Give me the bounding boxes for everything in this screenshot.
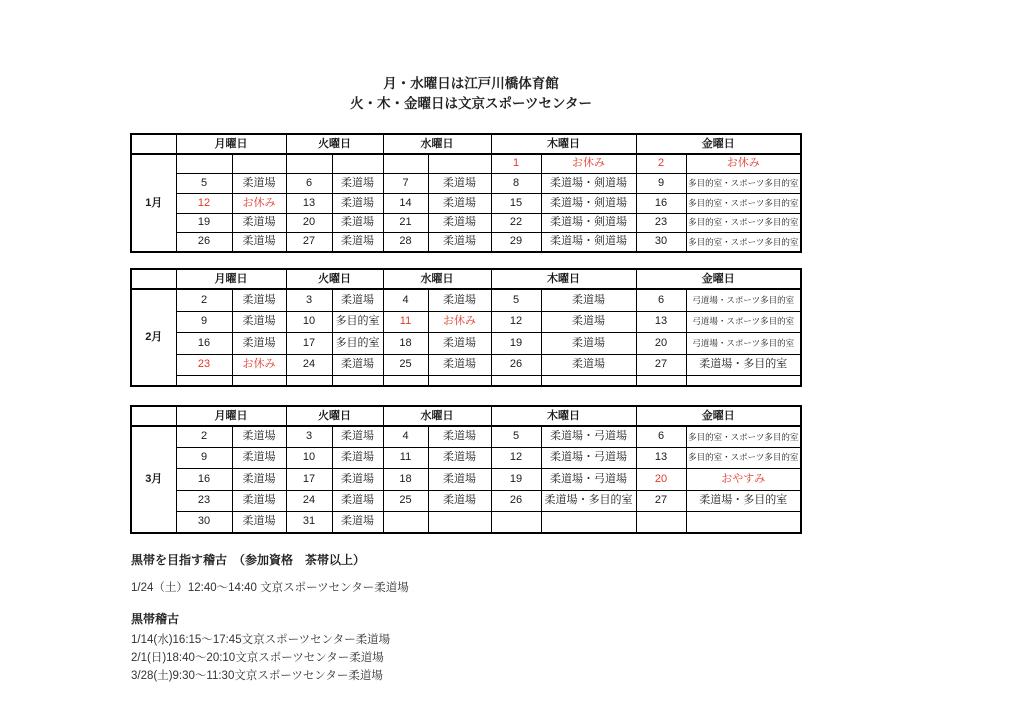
date-cell: 26 [491, 490, 541, 511]
date-cell: 12 [491, 311, 541, 332]
venue-cell [332, 154, 383, 173]
schedule-row [131, 354, 801, 375]
venue-cell: おやすみ [686, 468, 801, 490]
date-cell: 25 [383, 490, 428, 511]
venue-cell: 柔道場 [428, 447, 491, 468]
date-cell [636, 375, 686, 386]
date-cell: 24 [286, 490, 332, 511]
date-cell: 6 [636, 289, 686, 311]
venue-cell: 柔道場 [232, 232, 286, 252]
date-cell: 12 [176, 193, 232, 213]
date-cell: 20 [286, 213, 332, 232]
venue-cell: 多目的室・スポーツ多目的室 [686, 173, 801, 193]
venue-cell: 柔道場・剣道場 [541, 213, 636, 232]
venue-cell: 柔道場 [428, 426, 491, 447]
day-header-1: 月曜日 [176, 406, 286, 426]
venue-cell: 柔道場 [541, 289, 636, 311]
date-cell [286, 154, 332, 173]
date-cell: 20 [636, 468, 686, 490]
venue-cell: 柔道場 [428, 332, 491, 354]
venue-cell [232, 154, 286, 173]
venue-cell: 柔道場 [332, 173, 383, 193]
venue-cell: 多目的室・スポーツ多目的室 [686, 213, 801, 232]
date-cell [636, 511, 686, 533]
venue-cell [686, 375, 801, 386]
venue-cell: 柔道場・弓道場 [541, 426, 636, 447]
date-cell [383, 511, 428, 533]
venue-cell: 柔道場 [232, 511, 286, 533]
venue-cell [686, 511, 801, 533]
date-cell [176, 375, 232, 386]
schedule-row [131, 426, 801, 447]
date-cell: 17 [286, 468, 332, 490]
note-line-practice-session: 1/14(水)16:15～17:45文京スポーツセンター柔道場 [131, 634, 391, 646]
schedule-row [131, 213, 801, 232]
venue-cell: 柔道場 [232, 289, 286, 311]
venue-cell: 弓道場・スポーツ多目的室 [686, 332, 801, 354]
venue-cell: 柔道場 [232, 332, 286, 354]
venue-cell: 柔道場 [428, 213, 491, 232]
note-heading-black-belt-practice: 黒帯稽古 [131, 612, 180, 626]
venue-cell [428, 154, 491, 173]
venue-cell [428, 375, 491, 386]
day-header-4: 木曜日 [491, 406, 636, 426]
venue-cell: 柔道場 [428, 490, 491, 511]
month-corner-cell [131, 134, 176, 154]
venue-cell: お休み [541, 154, 636, 173]
schedule-row [131, 232, 801, 252]
schedule-row [131, 447, 801, 468]
venue-cell: 多目的室・スポーツ多目的室 [686, 193, 801, 213]
date-cell: 19 [176, 213, 232, 232]
venue-cell: 多目的室・スポーツ多目的室 [686, 232, 801, 252]
day-header-3: 水曜日 [383, 134, 491, 154]
day-header-1: 月曜日 [176, 269, 286, 289]
date-cell: 25 [383, 354, 428, 375]
venue-cell: 多目的室 [332, 332, 383, 354]
date-cell: 26 [491, 354, 541, 375]
day-header-2: 火曜日 [286, 269, 383, 289]
date-cell: 23 [636, 213, 686, 232]
venue-cell: 柔道場 [428, 193, 491, 213]
date-cell: 12 [491, 447, 541, 468]
date-cell: 23 [176, 490, 232, 511]
venue-cell: 柔道場 [232, 426, 286, 447]
venue-cell: 柔道場 [428, 468, 491, 490]
schedule-row [131, 193, 801, 213]
venue-cell: 柔道場 [541, 354, 636, 375]
date-cell: 16 [176, 468, 232, 490]
month-label: 1月 [131, 154, 176, 252]
date-cell [383, 154, 428, 173]
schedule-row [131, 375, 801, 386]
month-corner-cell [131, 406, 176, 426]
venue-cell: 柔道場 [332, 213, 383, 232]
note-line-practice-session: 2/1(日)18:40～20:10文京スポーツセンター柔道場 [131, 652, 384, 664]
venue-cell: 柔道場 [332, 289, 383, 311]
date-cell: 27 [286, 232, 332, 252]
schedule-row [131, 490, 801, 511]
date-cell: 29 [491, 232, 541, 252]
date-cell: 28 [383, 232, 428, 252]
schedule-row [131, 289, 801, 311]
date-cell: 9 [176, 447, 232, 468]
venue-cell [428, 511, 491, 533]
day-header-5: 金曜日 [636, 269, 801, 289]
month-label: 2月 [131, 289, 176, 386]
venue-cell: 柔道場 [232, 447, 286, 468]
date-cell: 9 [636, 173, 686, 193]
venue-cell: 柔道場・弓道場 [541, 447, 636, 468]
venue-cell: お休み [686, 154, 801, 173]
page-title [130, 74, 812, 114]
date-cell: 31 [286, 511, 332, 533]
venue-cell [332, 375, 383, 386]
venue-cell: 多目的室・スポーツ多目的室 [686, 447, 801, 468]
schedule-row [131, 311, 801, 332]
venue-cell: 柔道場 [332, 193, 383, 213]
date-cell: 16 [176, 332, 232, 354]
venue-cell: お休み [232, 193, 286, 213]
schedule-row [131, 468, 801, 490]
date-cell: 6 [636, 426, 686, 447]
venue-cell: 柔道場 [332, 468, 383, 490]
date-cell: 22 [491, 213, 541, 232]
venue-cell: 多目的室 [332, 311, 383, 332]
date-cell: 26 [176, 232, 232, 252]
date-cell: 24 [286, 354, 332, 375]
month-schedule-table-1 [130, 133, 802, 253]
date-cell: 19 [491, 468, 541, 490]
date-cell: 15 [491, 193, 541, 213]
schedule-row [131, 332, 801, 354]
date-cell: 1 [491, 154, 541, 173]
date-cell: 20 [636, 332, 686, 354]
venue-cell: 柔道場 [232, 173, 286, 193]
date-cell: 11 [383, 447, 428, 468]
schedule-row [131, 173, 801, 193]
venue-cell: 柔道場 [428, 289, 491, 311]
date-cell: 21 [383, 213, 428, 232]
venue-cell: 柔道場・多目的室 [541, 490, 636, 511]
venue-cell: 弓道場・スポーツ多目的室 [686, 311, 801, 332]
date-cell: 10 [286, 447, 332, 468]
date-cell [176, 154, 232, 173]
venue-cell: 柔道場 [428, 232, 491, 252]
venue-cell: 柔道場 [332, 490, 383, 511]
day-header-5: 金曜日 [636, 406, 801, 426]
date-cell: 14 [383, 193, 428, 213]
date-cell [383, 375, 428, 386]
day-header-4: 木曜日 [491, 134, 636, 154]
venue-cell: 弓道場・スポーツ多目的室 [686, 289, 801, 311]
date-cell: 16 [636, 193, 686, 213]
venue-cell: 柔道場 [232, 490, 286, 511]
venue-cell: 柔道場 [332, 511, 383, 533]
date-cell: 13 [286, 193, 332, 213]
date-cell: 9 [176, 311, 232, 332]
day-header-2: 火曜日 [286, 134, 383, 154]
date-cell: 30 [176, 511, 232, 533]
date-cell: 18 [383, 332, 428, 354]
date-cell [286, 375, 332, 386]
month-schedule-table-2 [130, 268, 802, 387]
title-line-1: 月・水曜日は江戸川橋体育館 [383, 76, 559, 91]
day-header-3: 水曜日 [383, 406, 491, 426]
venue-cell: 柔道場 [332, 232, 383, 252]
title-line-2: 火・木・金曜日は文京スポーツセンター [350, 96, 592, 111]
date-cell: 19 [491, 332, 541, 354]
venue-cell: 柔道場 [428, 354, 491, 375]
date-cell: 3 [286, 426, 332, 447]
day-header-3: 水曜日 [383, 269, 491, 289]
venue-cell: お休み [232, 354, 286, 375]
venue-cell: 多目的室・スポーツ多目的室 [686, 426, 801, 447]
date-cell: 7 [383, 173, 428, 193]
venue-cell: 柔道場・剣道場 [541, 193, 636, 213]
day-header-4: 木曜日 [491, 269, 636, 289]
date-cell: 10 [286, 311, 332, 332]
date-cell: 2 [176, 289, 232, 311]
date-cell: 3 [286, 289, 332, 311]
schedule-row [131, 511, 801, 533]
note-line-practice-session: 3/28(土)9:30～11:30文京スポーツセンター柔道場 [131, 670, 383, 682]
venue-cell [541, 511, 636, 533]
day-header-5: 金曜日 [636, 134, 801, 154]
venue-cell [541, 375, 636, 386]
date-cell: 2 [636, 154, 686, 173]
date-cell: 5 [491, 289, 541, 311]
date-cell: 13 [636, 311, 686, 332]
venue-cell: 柔道場 [332, 426, 383, 447]
month-schedule-table-3 [130, 405, 802, 534]
date-cell: 11 [383, 311, 428, 332]
note-heading-aiming-black-belt: 黒帯を目指す稽古 （参加資格 茶帯以上） [131, 553, 366, 567]
venue-cell: 柔道場 [541, 332, 636, 354]
date-cell: 17 [286, 332, 332, 354]
venue-cell: お休み [428, 311, 491, 332]
venue-cell: 柔道場 [428, 173, 491, 193]
venue-cell: 柔道場・剣道場 [541, 232, 636, 252]
day-header-2: 火曜日 [286, 406, 383, 426]
date-cell [491, 375, 541, 386]
venue-cell: 柔道場・剣道場 [541, 173, 636, 193]
date-cell: 23 [176, 354, 232, 375]
date-cell: 4 [383, 289, 428, 311]
date-cell: 27 [636, 490, 686, 511]
date-cell: 8 [491, 173, 541, 193]
note-line-practice-session: 1/24（土）12:40～14:40 文京スポーツセンター柔道場 [131, 582, 409, 594]
date-cell: 27 [636, 354, 686, 375]
schedule-row [131, 154, 801, 173]
day-header-1: 月曜日 [176, 134, 286, 154]
date-cell: 18 [383, 468, 428, 490]
date-cell: 5 [176, 173, 232, 193]
date-cell: 6 [286, 173, 332, 193]
month-corner-cell [131, 269, 176, 289]
notes-section [131, 551, 691, 685]
date-cell: 13 [636, 447, 686, 468]
venue-cell: 柔道場 [332, 354, 383, 375]
date-cell: 5 [491, 426, 541, 447]
venue-cell [232, 375, 286, 386]
month-label: 3月 [131, 426, 176, 533]
venue-cell: 柔道場 [332, 447, 383, 468]
date-cell: 2 [176, 426, 232, 447]
venue-cell: 柔道場 [232, 311, 286, 332]
venue-cell: 柔道場・弓道場 [541, 468, 636, 490]
venue-cell: 柔道場 [232, 468, 286, 490]
date-cell: 30 [636, 232, 686, 252]
venue-cell: 柔道場・多目的室 [686, 354, 801, 375]
venue-cell: 柔道場 [232, 213, 286, 232]
venue-cell: 柔道場 [541, 311, 636, 332]
date-cell: 4 [383, 426, 428, 447]
date-cell [491, 511, 541, 533]
venue-cell: 柔道場・多目的室 [686, 490, 801, 511]
